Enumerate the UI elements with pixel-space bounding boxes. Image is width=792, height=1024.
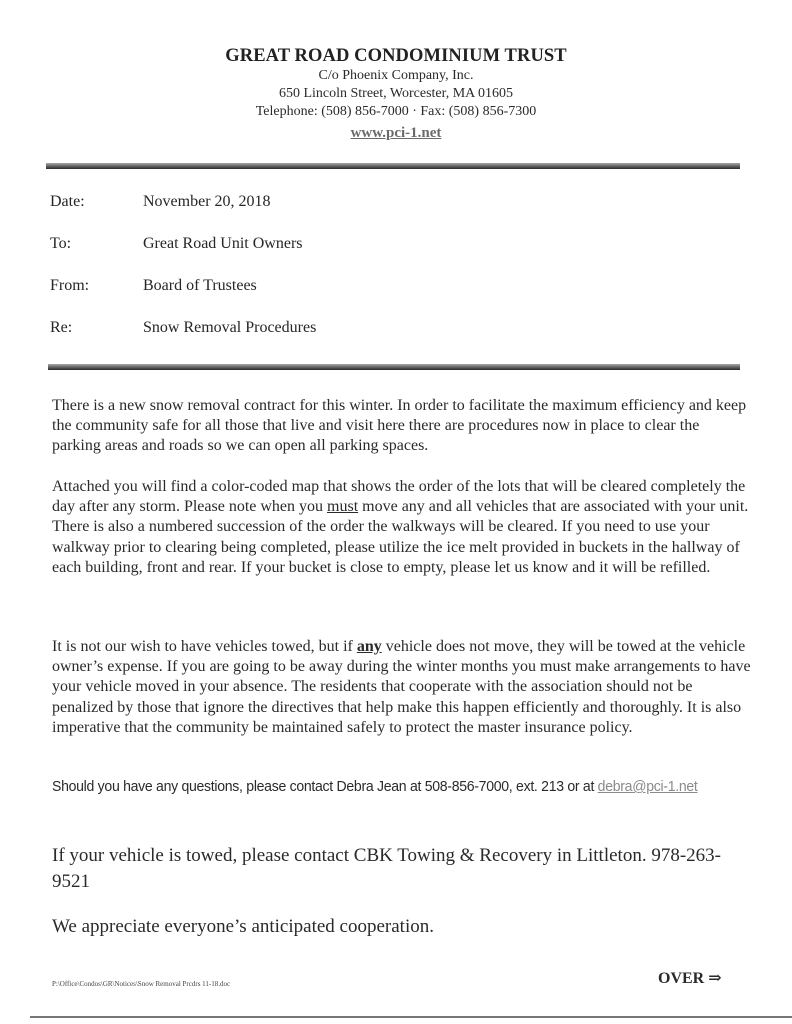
- from-label: From:: [50, 277, 90, 294]
- paragraph-towing-text-a: It is not our wish to have vehicles towed, but if: [52, 638, 357, 655]
- file-path: P:\Office\Condos\GR\Notices\Snow Removal Prcdrs 11-18.doc: [52, 980, 231, 988]
- care-of-line: C/o Phoenix Company, Inc.: [318, 68, 474, 83]
- address-line: 650 Lincoln Street, Worcester, MA 01605: [278, 86, 514, 101]
- phone-fax-line: Telephone: (508) 856-7000 · Fax: (508) 856-7300: [255, 104, 537, 119]
- paragraph-towing-contact: If your vehicle is towed, please contact CBK Towing & Recovery in Littleton. 978-263-9521: [52, 845, 721, 892]
- memo-divider: [48, 364, 740, 370]
- memo-row-re: [50, 317, 316, 359]
- memo-row-date: [50, 191, 316, 233]
- paragraph-towing: [52, 637, 752, 738]
- email-link[interactable]: debra@pci-1.net: [597, 779, 698, 795]
- paragraph-contract: There is a new snow removal contract for this winter. In order to facilitate the maximum efficiency and keep the community safe for all those that live and visit here there are procedures now in place to clear the parking areas and roads so we can open all parking spaces.: [52, 397, 747, 455]
- to-value: Great Road Unit Owners: [143, 235, 303, 252]
- memo-header: [50, 191, 316, 359]
- emphasis-any: any: [356, 638, 382, 655]
- memo-row-to: [50, 233, 316, 275]
- re-label: Re:: [50, 319, 73, 336]
- re-value: Snow Removal Procedures: [143, 319, 317, 336]
- contact-text: Should you have any questions, please contact Debra Jean at 508-856-7000, ext. 213 or at: [52, 779, 598, 795]
- from-value: Board of Trustees: [143, 277, 257, 294]
- organization-title: GREAT ROAD CONDOMINIUM TRUST: [225, 46, 567, 66]
- date-label: Date:: [50, 193, 85, 210]
- paragraph-map-text-a: Attached you will find a color-coded map that shows the order of the lots that will be cleared completely the day after any storm. Please note when you: [52, 478, 746, 516]
- paragraph-contact: [52, 777, 731, 797]
- page-bottom-edge: [30, 1016, 792, 1018]
- emphasis-must: must: [327, 498, 359, 516]
- paragraph-towing-text-b: vehicle does not move, they will be towed at the vehicle owner’s expense. If you are going to be away during the winter months you must make arrangements to have your vehicle moved in your absence. The residents that cooperate with the association should not be penalized by those that ignore the directives that help make this happen efficiently and thoroughly. It is also imperative that the community be maintained safely to protect the master insurance policy.: [52, 638, 751, 736]
- memo-row-from: [50, 275, 316, 317]
- paragraph-closing: We appreciate everyone’s anticipated cooperation.: [52, 916, 434, 937]
- date-value: November 20, 2018: [143, 193, 271, 210]
- letterhead: [0, 45, 792, 143]
- over-indicator: OVER ⇒: [658, 970, 722, 987]
- paragraph-map-text-b: move any and all vehicles that are associated with your unit. There is also a numbered succession of the order the walkways will be cleared. If you need to use your walkway prior to clearing being completed, please utilize the ice melt provided in buckets in the hallway of each building, front and rear. If your bucket is close to empty, please let us know and it will be refilled.: [52, 498, 749, 576]
- website-link[interactable]: www.pci-1.net: [350, 125, 442, 141]
- to-label: To:: [50, 235, 72, 252]
- header-divider: [46, 163, 740, 169]
- paragraph-map: [52, 477, 752, 578]
